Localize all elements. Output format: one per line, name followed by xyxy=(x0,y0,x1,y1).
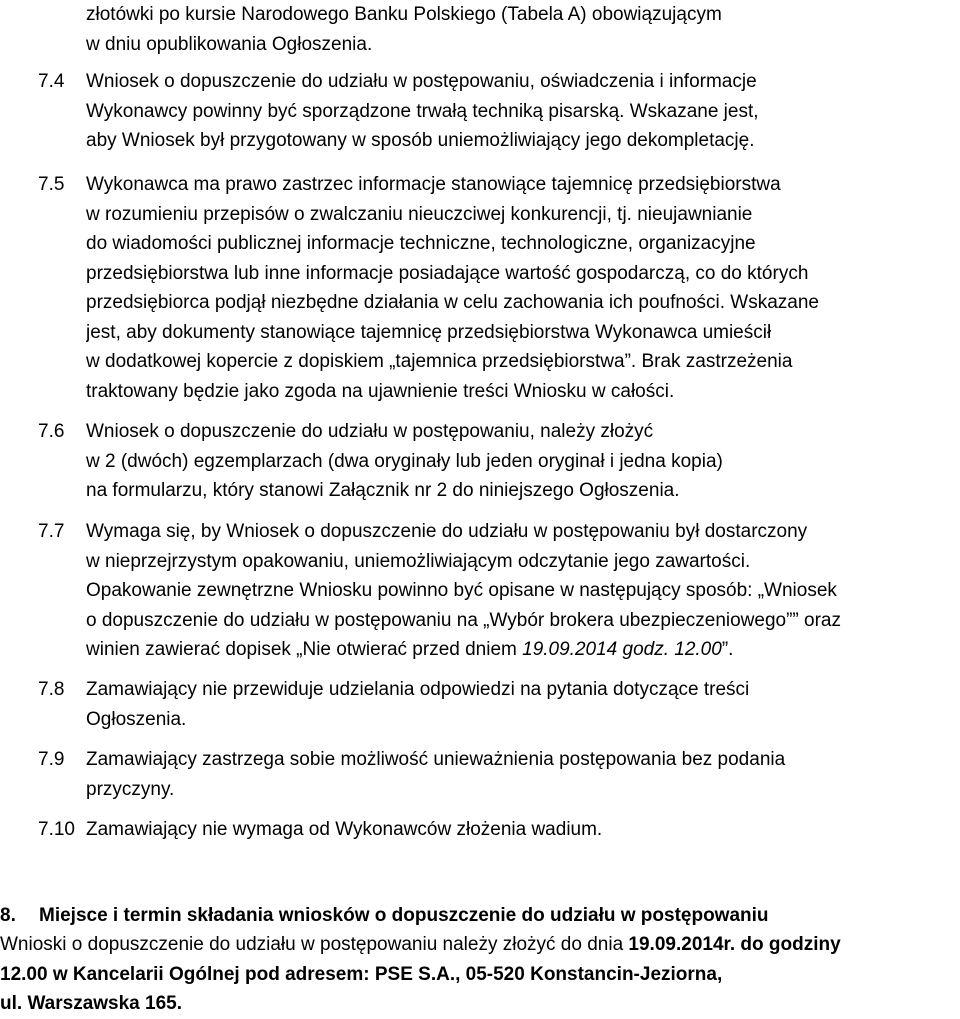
item-line: przyczyny. xyxy=(86,778,175,800)
item-number: 7.8 xyxy=(38,679,65,700)
deadline-date: 19.09.2014 godz. 12.00 xyxy=(522,639,722,660)
item-line: przedsiębiorca podjął niezbędne działania w celu zachowania ich poufności. Wskazane xyxy=(86,292,819,313)
item-line-deadline xyxy=(86,635,954,665)
item-number: 7.4 xyxy=(38,71,65,92)
item-line: w rozumieniu przepisów o zwalczaniu nieuczciwej konkurencji, tj. nieujawnianie xyxy=(86,203,753,225)
deadline-close: ”. xyxy=(721,639,734,660)
item-line: do wiadomości publicznej informacje techniczne, technologiczne, organizacyjne xyxy=(86,233,756,254)
intro-line: złotówki po kursie Narodowego Banku Polskiego (Tabela A) obowiązującym xyxy=(86,4,722,25)
item-line: o dopuszczenie do udziału w postępowaniu na „Wybór brokera ubezpieczeniowego”” oraz xyxy=(86,609,841,631)
intro-line: w dniu opublikowania Ogłoszenia. xyxy=(86,33,373,55)
item-line: aby Wniosek był przygotowany w sposób uniemożliwiający jego dekompletację. xyxy=(86,130,755,151)
item-line: Opakowanie zewnętrzne Wniosku powinno być opisane w następujący sposób: „Wniosek xyxy=(86,580,837,601)
item-line: jest, aby dokumenty stanowiące tajemnicę przedsiębiorstwa Wykonawca umieścił xyxy=(86,321,772,343)
item-line: w dodatkowej kopercie z dopiskiem „tajemnica przedsiębiorstwa”. Brak zastrzeżenia xyxy=(86,351,793,372)
item-line: na formularzu, który stanowi Załącznik nr 2 do niniejszego Ogłoszenia. xyxy=(86,480,680,501)
item-line: Wykonawca ma prawo zastrzec informacje stanowiące tajemnicę przedsiębiorstwa xyxy=(86,174,781,195)
item-line: Ogłoszenia. xyxy=(86,708,187,730)
item-number: 7.10 xyxy=(38,819,75,840)
section-8-line xyxy=(0,930,954,960)
section-title: Miejsce i termin składania wniosków o dopuszczenie do udziału w postępowaniu xyxy=(39,905,769,926)
item-line: przedsiębiorstwa lub inne informacje posiadające wartość gospodarczą, co do których xyxy=(86,262,809,284)
item-number: 7.6 xyxy=(38,421,65,442)
item-line: Zamawiający nie wymaga od Wykonawców złożenia wadium. xyxy=(86,819,603,840)
section-8-body xyxy=(0,930,954,1019)
item-line: Zamawiający nie przewiduje udzielania odpowiedzi na pytania dotyczące treści xyxy=(86,679,750,700)
section-number: 8. xyxy=(0,905,16,926)
section-8-text: Wnioski o dopuszczenie do udziału w postępowaniu należy złożyć do dnia xyxy=(0,934,629,955)
item-number: 7.7 xyxy=(38,521,65,542)
section-8-street: ul. Warszawska 165. xyxy=(0,993,183,1014)
item-line: Wymaga się, by Wniosek o dopuszczenie do udziału w postępowaniu był dostarczony xyxy=(86,521,808,542)
section-8-deadline: 19.09.2014r. do godziny xyxy=(628,934,841,955)
section-8-address: 12.00 w Kancelarii Ogólnej pod adresem: PSE S.A., 05-520 Konstancin-Jeziorna, xyxy=(0,963,723,985)
item-number: 7.9 xyxy=(38,749,65,770)
item-line: Wniosek o dopuszczenie do udziału w postępowaniu, oświadczenia i informacje xyxy=(86,71,757,92)
item-line: Wykonawcy powinny być sporządzone trwałą techniką pisarską. Wskazane jest, xyxy=(86,100,759,122)
item-line: traktowany będzie jako zgoda na ujawnienie treści Wniosku w całości. xyxy=(86,380,675,402)
item-line: w nieprzejrzystym opakowaniu, uniemożliwiającym odczytanie jego zawartości. xyxy=(86,550,751,572)
item-line: Wniosek o dopuszczenie do udziału w postępowaniu, należy złożyć xyxy=(86,421,654,442)
item-line: Zamawiający zastrzega sobie możliwość unieważnienia postępowania bez podania xyxy=(86,749,786,770)
item-line: w 2 (dwóch) egzemplarzach (dwa oryginały lub jeden oryginał i jedna kopia) xyxy=(86,450,723,472)
item-number: 7.5 xyxy=(38,174,65,195)
deadline-text: winien zawierać dopisek „Nie otwierać przed dniem xyxy=(86,639,523,660)
